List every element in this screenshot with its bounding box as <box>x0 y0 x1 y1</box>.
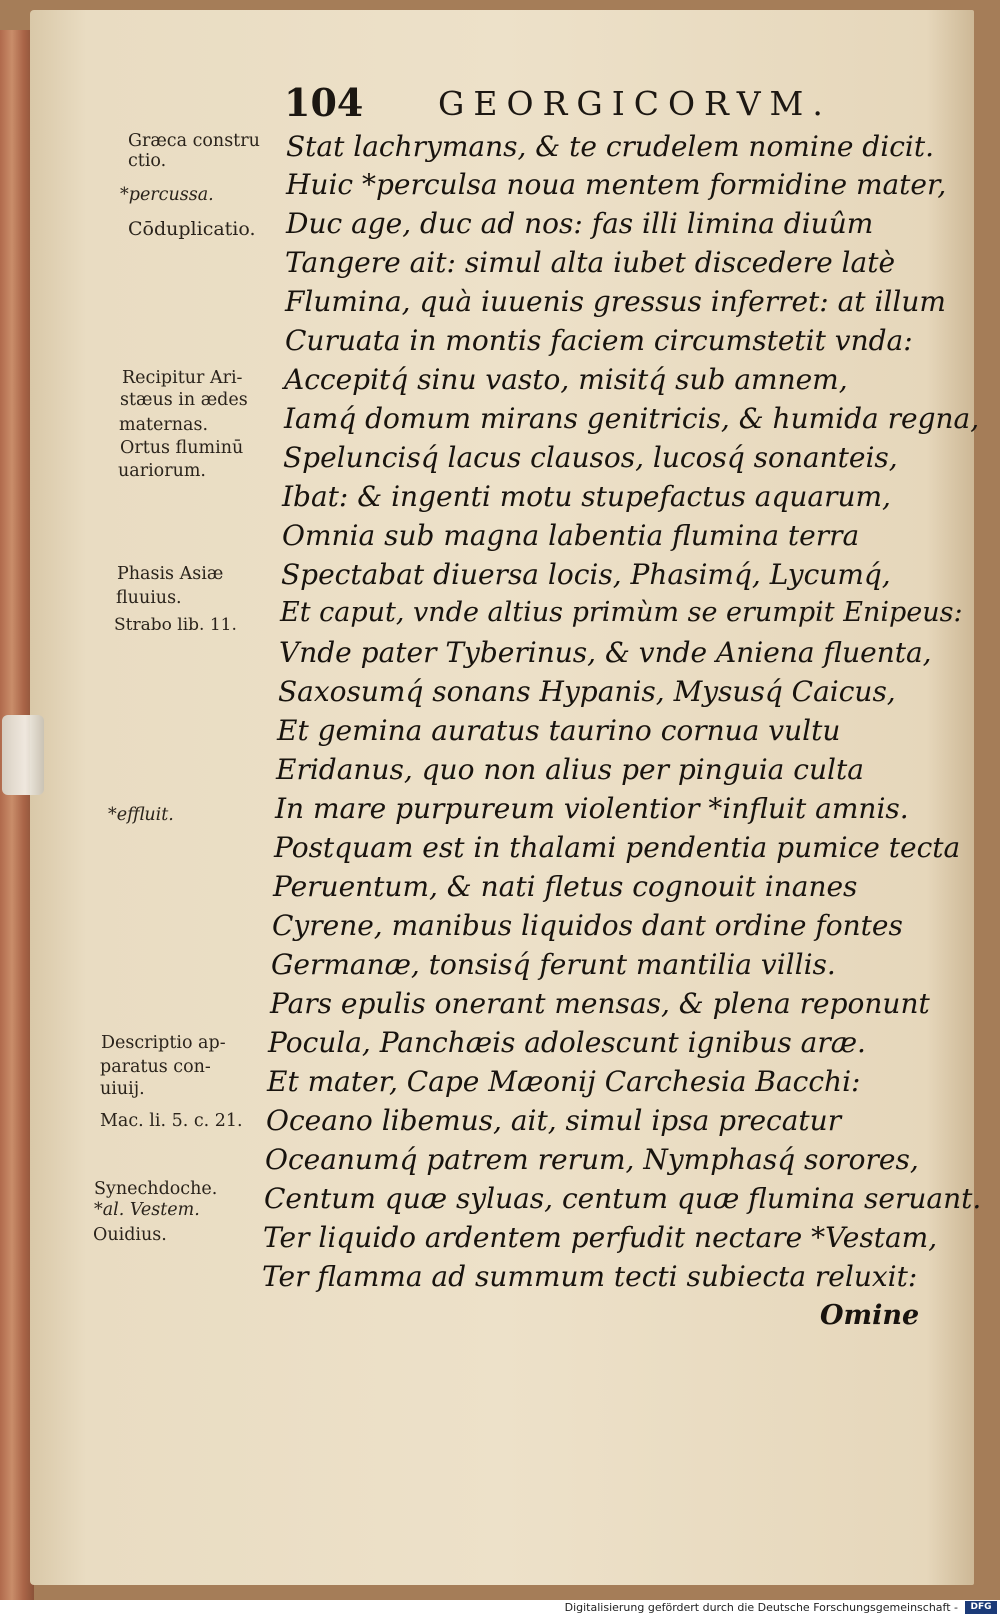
verse-line: Saxosumq́ sonans Hypanis, Mysusq́ Caicus, <box>278 675 896 708</box>
margin-note: *percussa. <box>120 185 214 205</box>
verse-line: Centum quæ syluas, centum quæ flumina seruant. <box>264 1182 982 1215</box>
page-number: 104 <box>284 80 364 125</box>
verse-line: Accepitq́ sinu vasto, misitq́ sub amnem, <box>284 363 848 396</box>
margin-note: Phasis Asiæ <box>117 564 224 584</box>
page-clip <box>2 715 44 795</box>
margin-note: maternas. <box>119 415 209 435</box>
verse-line: Flumina, quà iuuenis gressus inferret: at illum <box>285 285 946 318</box>
margin-note: Ouidius. <box>93 1225 167 1245</box>
verse-line: Speluncisq́ lacus clausos, lucosq́ sonanteis, <box>283 441 898 474</box>
margin-note: Cōduplicatio. <box>128 218 256 240</box>
verse-line: Omnia sub magna labentia flumina terra <box>282 519 860 552</box>
verse-line: Postquam est in thalami pendentia pumice tecta <box>274 831 961 864</box>
verse-line: Peruentum, & nati fletus cognouit inanes <box>273 870 858 903</box>
verse-line: Curuata in montis faciem circumstetit vnda: <box>285 324 913 357</box>
verse-line: Huic *perculsa noua mentem formidine mater, <box>286 168 947 201</box>
verse-line: Iamq́ domum mirans genitricis, & humida regna, <box>284 402 980 435</box>
margin-note: *effluit. <box>108 805 174 825</box>
verse-line: Cyrene, manibus liquidos dant ordine fontes <box>272 909 903 942</box>
verse-line: Germanæ, tonsisq́ ferunt mantilia villis. <box>271 948 836 981</box>
verse-line: Vnde pater Tyberinus, & vnde Aniena fluenta, <box>279 636 932 669</box>
digitization-footer <box>0 1600 1000 1616</box>
funding-credit: Digitalisierung gefördert durch die Deutsche Forschungsgemeinschaft - <box>564 1601 958 1614</box>
margin-note: Mac. li. 5. c. 21. <box>100 1111 243 1131</box>
verse-line: Stat lachrymans, & te crudelem nomine dicit. <box>286 130 934 163</box>
dfg-logo: DFG <box>965 1601 997 1614</box>
page-header <box>0 80 1000 130</box>
verse-line: Oceano libemus, ait, simul ipsa precatur <box>266 1104 842 1137</box>
margin-note: Synechdoche. <box>94 1179 218 1199</box>
verse-line: Ter liquido ardentem perfudit nectare *Vestam, <box>263 1221 938 1254</box>
margin-note: fluuius. <box>116 588 182 608</box>
margin-note: paratus con- <box>100 1057 211 1077</box>
verse-line: Et caput, vnde altius primùm se erumpit Enipeus: <box>280 597 963 628</box>
running-title: GEORGICORVM. <box>438 84 832 123</box>
verse-line: Et mater, Cape Mæonij Carchesia Bacchi: <box>267 1065 861 1098</box>
verse-line: Duc age, duc ad nos: fas illi limina diuûm <box>286 207 874 240</box>
margin-note: Descriptio ap- <box>101 1033 226 1053</box>
verse-line: Pars epulis onerant mensas, & plena reponunt <box>270 987 930 1020</box>
verse-line: Et gemina auratus taurino cornua vultu <box>277 714 841 747</box>
verse-line: Eridanus, quo non alius per pinguia culta <box>276 753 864 786</box>
margin-note: Strabo lib. 11. <box>114 615 237 635</box>
margin-note: Græca constru <box>128 131 260 151</box>
margin-note: stæus in ædes <box>120 390 248 410</box>
margin-note: uiuij. <box>100 1079 145 1099</box>
margin-note: Recipitur Ari- <box>122 368 243 388</box>
verse-line: Ibat: & ingenti motu stupefactus aquarum, <box>282 480 891 513</box>
book-spine <box>0 30 34 1600</box>
verse-line: In mare purpureum violentior *influit amnis. <box>275 792 909 825</box>
verse-line: Pocula, Panchæis adolescunt ignibus aræ. <box>268 1026 866 1059</box>
margin-note: *al. Vestem. <box>94 1200 200 1220</box>
margin-note: uariorum. <box>118 461 206 481</box>
margin-note: ctio. <box>128 151 167 171</box>
verse-line: Oceanumq́ patrem rerum, Nymphasq́ sorores, <box>265 1143 919 1176</box>
verse-line: Ter flamma ad summum tecti subiecta reluxit: <box>262 1260 918 1293</box>
margin-note: Ortus fluminū <box>120 438 244 458</box>
verse-line: Tangere ait: simul alta iubet discedere latè <box>285 246 896 279</box>
catchword: Omine <box>820 1300 920 1331</box>
verse-line: Spectabat diuersa locis, Phasimq́, Lycumq́, <box>281 558 891 591</box>
